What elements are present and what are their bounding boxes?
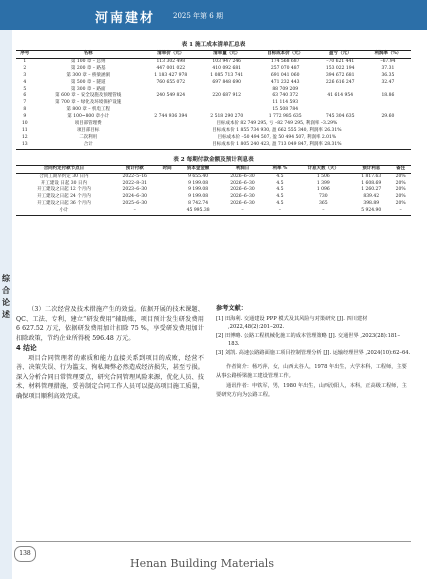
- table-row: [16, 121, 411, 128]
- table-cell: 1: [23, 58, 27, 64]
- table-cell: 开工建设 日起 30 日内: [40, 180, 87, 186]
- table-cell: 103 947 246: [212, 58, 242, 64]
- table-cell: 1 506: [316, 173, 330, 179]
- table1-caption: 表 1 施工成本清单汇总表: [181, 42, 246, 48]
- column-header: 备注: [390, 165, 411, 173]
- table-cell: 153 022 194: [325, 65, 355, 71]
- table-cell: 88 709 209: [272, 86, 299, 92]
- column-header: 清单价（元）: [143, 51, 199, 59]
- table-cell: 小计: [16, 208, 112, 215]
- table-cell: 839.42: [363, 194, 380, 200]
- table-cell: 730: [319, 194, 328, 200]
- table-cell: [143, 100, 199, 107]
- table-cell: 2026–6–30: [230, 180, 255, 186]
- table-cell: –67.94: [380, 58, 396, 64]
- table-cell: 开工建设之日起 12 个月内: [37, 187, 91, 193]
- table-cell: 第 700 章 – 绿化及环境保护设施: [55, 100, 122, 106]
- journal-header: [0, 0, 427, 30]
- table-row: [16, 73, 411, 80]
- table-cell: 1 260.27: [361, 187, 382, 193]
- table-cell: 9 199.08: [188, 187, 209, 193]
- table-cell: –: [294, 208, 352, 215]
- table-cell: [158, 187, 177, 194]
- table-cell: 20%: [395, 194, 406, 200]
- table-cell: 1 096: [316, 187, 330, 193]
- table-cell: 394 672 681: [325, 72, 355, 78]
- table-cell: 2 518 290 270: [210, 114, 244, 120]
- table-cell: 45 995.38: [177, 208, 220, 215]
- table-cell: 1 817.63: [361, 173, 382, 179]
- table-cell: 2026–6–30: [230, 194, 255, 200]
- column-header: 清单量（元）: [199, 51, 255, 59]
- table-cell: 第 200 章 – 路基: [70, 65, 106, 71]
- payment-interest-table: [16, 165, 411, 216]
- table-cell: 9 199.08: [188, 194, 209, 200]
- table-cell: [316, 100, 365, 107]
- table-cell: 760 655 072: [156, 79, 186, 85]
- table-cell: 691 041 060: [270, 72, 300, 78]
- table-cell: [158, 194, 177, 201]
- table-cell: [158, 201, 177, 208]
- table-cell: 226 616 247: [325, 79, 355, 85]
- table-cell: 745 304 635: [325, 114, 355, 120]
- table-cell: 36.35: [381, 72, 395, 78]
- table-cell: 项目部目标: [76, 127, 100, 133]
- table-cell: 410 092 681: [212, 65, 242, 71]
- table-row: [16, 201, 411, 208]
- column-header: 盈亏（元）: [316, 51, 365, 59]
- table-cell: 174 568 687: [270, 58, 300, 64]
- column-header: 目标成本价（元）: [255, 51, 316, 59]
- table-cell: –: [220, 208, 266, 215]
- table-cell: 5 924.90: [352, 208, 390, 215]
- table-cell: 目标成本价 1 805 240 423, 盈 713 049 847, 利润率 28.31%: [143, 142, 411, 149]
- section-label: 综 合 论 述: [2, 273, 10, 319]
- table-cell: 447 001 022: [156, 65, 186, 71]
- table-cell: 2026–6–30: [230, 187, 255, 193]
- table-cell: 32.47: [381, 79, 395, 85]
- table-cell: 目标成本价 1 855 734 930, 盈 662 555 340, 利润率 26.31%: [212, 127, 342, 133]
- table-cell: 9: [23, 114, 27, 120]
- table-cell: 8 742.74: [188, 201, 209, 207]
- table-row: [16, 135, 411, 142]
- table-cell: 2026–6–30: [230, 173, 255, 179]
- column-header: 资本金金额: [177, 165, 220, 173]
- table-cell: 1 608.69: [361, 180, 382, 186]
- table-cell: 第 300 章 – 桥梁涵洞: [66, 72, 110, 78]
- table-cell: 合同工期早约定 30 日内: [39, 173, 89, 179]
- table-cell: 4.5: [276, 201, 284, 207]
- table-cell: 开工建设之日起 36 个月内: [37, 201, 91, 207]
- table-cell: 3: [23, 72, 27, 78]
- table-row: [16, 208, 411, 215]
- table-cell: 2 744 936 394: [154, 114, 188, 120]
- table-cell: 1 772 985 635: [268, 114, 302, 120]
- column-header: 利润日: [220, 165, 266, 173]
- benefit-paragraph: （3）二次经营及技术措施产生的效益。依据开展的技术课题、QC、工法、专利，建立“研发费用”辅助账，项目预计发生研发费用 6 627.52 万元，依据研发费用加计扣除 75 %，享受研发费用加计扣除政策，节约企业所得税 596.48 万元。: [16, 306, 204, 342]
- table-cell: 1 399: [316, 180, 330, 186]
- table-cell: [199, 100, 255, 107]
- table-cell: [158, 208, 177, 215]
- table-cell: 目标成本价 –50 494 507, 盈 50 494 507, 利润率 2.01%: [217, 134, 337, 140]
- table-cell: 2024–6–30: [122, 194, 148, 200]
- conclusion-paragraph: 项目合同管理者的素质和能力直接关系到项目的成败，经营不善、决策失误、行为滥支、徇私舞弊必然造成经济损失，甚至亏损。深入分析合同日常管理要点，研究合同管理风险来源，优化人员、技术、材料管理措施，妥善制定合同工作人员可以提高项目施工质量，确保项目顺利高效完成。: [16, 354, 204, 400]
- table-cell: 398.89: [363, 201, 380, 207]
- column-header: 计息天数（天）: [294, 165, 352, 173]
- table-cell: 第 600 章 – 安全设施及预埋管线: [55, 93, 122, 99]
- table-row: [16, 80, 411, 87]
- table-cell: 2025–6–30: [122, 201, 148, 207]
- reference-item: [3] 刘凯. 高速公路路面施工项目控制管理分析 [J]. 运输经理世界 ,2024(10):62–64.: [216, 349, 411, 356]
- table-cell: 4.5: [276, 173, 284, 179]
- column-header: 名称: [34, 51, 143, 59]
- table-cell: 471 232 443: [270, 79, 300, 85]
- table-cell: 6: [23, 93, 27, 99]
- author-bio: 作者简介：杨巧萍，女，山西太谷人，1978 年出生，大学本科，工程师，主要从事公路桥梁施工建设管理工作。: [216, 364, 407, 379]
- table-cell: 20%: [395, 201, 406, 207]
- table-row: [16, 128, 411, 135]
- right-column: [216, 305, 411, 399]
- table2-caption: 表 2 每期付款金额及预计利息表: [173, 156, 254, 163]
- table-cell: 项目部管理费: [74, 121, 102, 127]
- table-cell: 4.5: [276, 187, 284, 193]
- table-cell: 18.86: [381, 93, 395, 99]
- table-cell: 10: [21, 121, 28, 127]
- table-cell: 11 114 593: [272, 100, 299, 106]
- conclusion-heading: 4 结论: [16, 344, 37, 352]
- table-cell: 37.31: [381, 65, 395, 71]
- tables-area: [16, 36, 411, 216]
- column-header: 合同约定付款节点日: [16, 165, 112, 173]
- journal-title: 河南建材: [95, 11, 156, 26]
- reference-item: [2] 田博略. 公路工程机械化施工的成本管理策略 [J]. 交通世界 ,2023(28):181–183.: [216, 332, 401, 347]
- table-cell: 257 070 487: [270, 65, 300, 71]
- table-cell: 5: [23, 86, 27, 92]
- table-cell: 2022–8–31: [122, 180, 148, 186]
- table-cell: 第 800 章 – 机电工程: [66, 107, 110, 113]
- table-cell: 63 740 372: [272, 93, 299, 99]
- table-cell: 697 848 690: [212, 79, 242, 85]
- table-cell: 113 302 498: [156, 58, 186, 64]
- table-cell: –70 621 441: [326, 58, 355, 64]
- table-cell: –: [265, 208, 294, 215]
- table-cell: 2: [23, 65, 27, 71]
- table-cell: 9 199.08: [188, 180, 209, 186]
- references-heading: 参考文献：: [216, 305, 247, 312]
- reference-item: [1] 田海利. 交通建设 PPP 模式及其风险与对策研究 [J]. 四川建材 ,2022,48(2):201–202.: [216, 315, 368, 330]
- left-column: [16, 305, 204, 401]
- table-cell: 2023–6–30: [122, 187, 148, 193]
- table-cell: 11: [21, 127, 28, 133]
- table-cell: 220 687 912: [212, 93, 242, 99]
- column-header: 预计利息: [352, 165, 390, 173]
- table-cell: 240 549 824: [156, 93, 186, 99]
- corresponding-author: 通讯作者：申铁军，男，1980 年出生，山西汾阳人，本科，正高级工程师，主要研究方向为公路工程。: [216, 383, 407, 398]
- table-cell: 9 655.40: [188, 173, 209, 179]
- table-cell: [158, 181, 177, 188]
- page-number: 138: [14, 546, 36, 562]
- column-header: 序号: [16, 51, 34, 59]
- table-cell: 15 508 784: [272, 107, 299, 113]
- table-cell: 第 100~800 章小计: [67, 114, 110, 120]
- table-row: [16, 173, 411, 180]
- table-cell: –: [112, 208, 158, 215]
- table-cell: 二次利用: [79, 134, 98, 140]
- table-cell: [365, 100, 411, 107]
- table-cell: 目标成本价 82 749 295, 亏 –82 749 295, 利润率 –3.29%: [216, 121, 338, 127]
- table-cell: 4.5: [276, 194, 284, 200]
- table-cell: 365: [319, 201, 328, 207]
- table-cell: 41 614 954: [327, 93, 354, 99]
- table-cell: 4.5: [276, 180, 284, 186]
- table-cell: 1 183 427 978: [154, 72, 188, 78]
- cost-summary-table: [16, 50, 411, 150]
- table-cell: 开工建设之日起 24 个月内: [37, 194, 91, 200]
- table-cell: 合计: [34, 142, 143, 149]
- table-row: [16, 142, 411, 149]
- table-cell: 第 300 章 – 路面: [70, 86, 106, 92]
- table-cell: [158, 173, 177, 180]
- footer-journal-name: Henan Building Materials: [130, 557, 274, 570]
- column-header: 预计付款: [112, 165, 158, 173]
- table-cell: 2026–6–30: [230, 201, 255, 207]
- table-cell: 4: [23, 79, 27, 85]
- column-header: 利润率（%）: [365, 51, 411, 59]
- table-cell: 7: [23, 100, 27, 106]
- table-cell: 第 500 章 – 隧道: [70, 79, 106, 85]
- issue-label: 2025 年第 6 期: [173, 12, 223, 20]
- table-row: [16, 66, 411, 73]
- table-cell: 1 085 713 741: [210, 72, 244, 78]
- column-header: 利率 %: [265, 165, 294, 173]
- table-cell: 13: [16, 142, 34, 149]
- footer-divider: [16, 541, 411, 542]
- table-cell: 12: [21, 134, 28, 140]
- table-cell: 8: [23, 107, 27, 113]
- table-cell: 2022–5–16: [122, 173, 148, 179]
- table-cell: 29.60: [381, 114, 395, 120]
- table-cell: 20%: [395, 180, 406, 186]
- table-cell: 第 100 章 – 总则: [70, 58, 106, 64]
- column-header: 时间: [158, 165, 177, 173]
- table-cell: 20%: [395, 173, 406, 179]
- table-cell: –: [390, 208, 411, 215]
- table-row: [16, 58, 411, 65]
- table-cell: 20%: [395, 187, 406, 193]
